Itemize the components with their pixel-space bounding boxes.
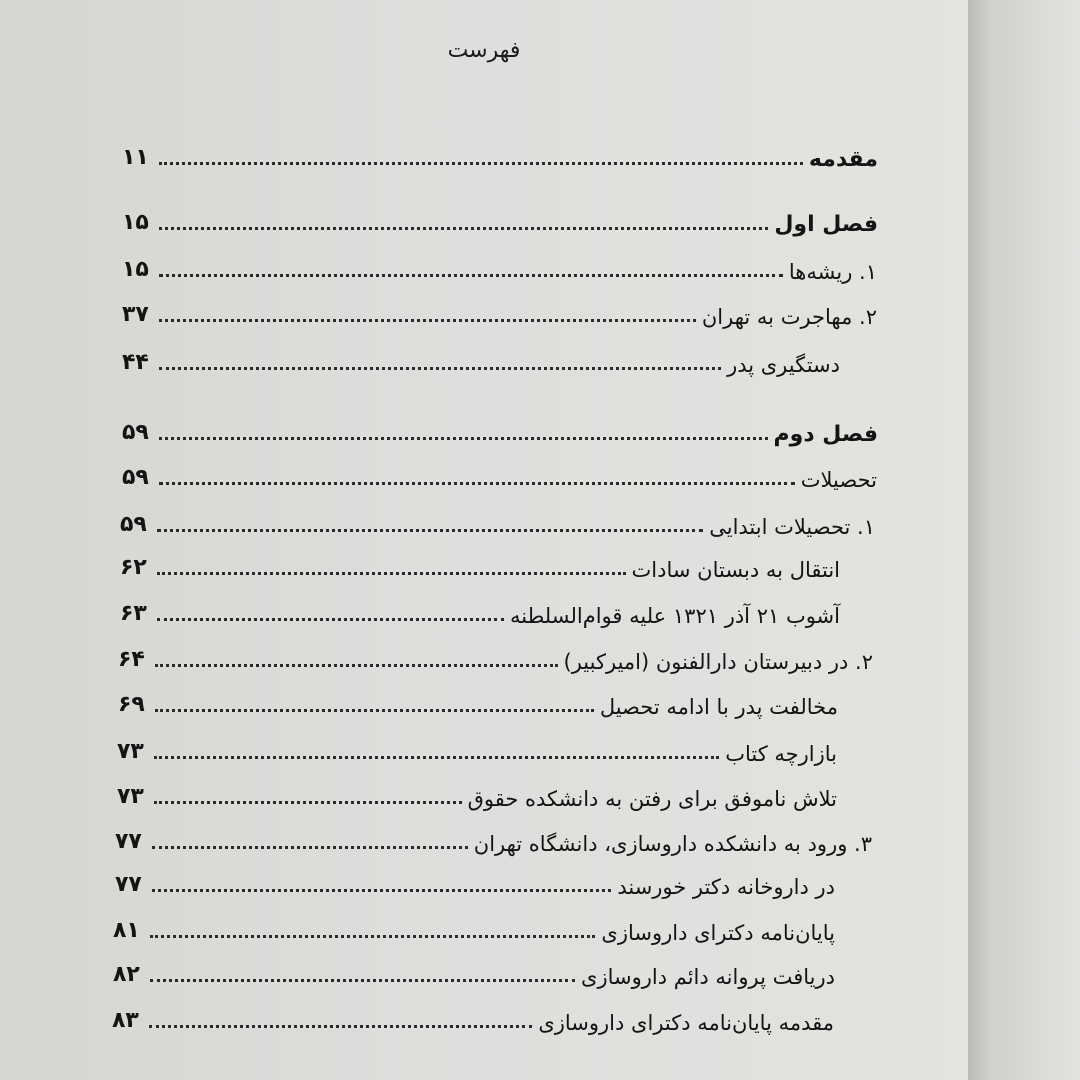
toc-page-number: ۶۹ bbox=[118, 692, 145, 717]
toc-entry bbox=[113, 906, 835, 946]
toc-entry bbox=[122, 453, 877, 493]
toc-leader-dots bbox=[152, 846, 468, 849]
toc-leader-dots bbox=[159, 227, 768, 230]
toc-page-number: ۵۹ bbox=[122, 420, 149, 445]
toc-entry bbox=[115, 817, 872, 857]
toc-page-number: ۴۴ bbox=[122, 350, 149, 375]
toc-entry-chapter-2 bbox=[122, 408, 878, 448]
toc-label: ۱. ریشه‌ها bbox=[788, 260, 877, 284]
toc-page-number: ۶۳ bbox=[120, 601, 147, 626]
toc-entry bbox=[117, 772, 837, 812]
toc-entry bbox=[118, 680, 838, 720]
toc-label: تحصیلات bbox=[800, 468, 877, 492]
toc-label: مقدمه پایان‌نامه دکترای داروسازی bbox=[538, 1011, 834, 1035]
toc-entry-introduction bbox=[122, 133, 878, 173]
toc-label: فصل اول bbox=[774, 212, 878, 237]
toc-leader-dots bbox=[159, 319, 696, 322]
toc-entry bbox=[120, 500, 875, 540]
toc-label: ۱. تحصیلات ابتدایی bbox=[709, 515, 875, 539]
toc-page-number: ۸۱ bbox=[113, 918, 140, 943]
toc-label: مخالفت پدر با ادامه تحصیل bbox=[599, 695, 838, 719]
toc-entry bbox=[118, 635, 873, 675]
toc-page-number: ۷۷ bbox=[115, 829, 142, 854]
toc-label: دریافت پروانه دائم داروسازی bbox=[581, 965, 835, 989]
toc-entry bbox=[120, 543, 840, 583]
toc-page-number: ۵۹ bbox=[122, 465, 149, 490]
toc-page-number: ۶۴ bbox=[118, 647, 145, 672]
toc-entry bbox=[122, 338, 840, 378]
toc-leader-dots bbox=[149, 1025, 532, 1028]
toc-leader-dots bbox=[157, 529, 703, 532]
toc-leader-dots bbox=[159, 482, 795, 485]
toc-label: ۲. مهاجرت به تهران bbox=[701, 305, 877, 329]
toc-leader-dots bbox=[157, 572, 626, 575]
toc-page-number: ۷۷ bbox=[115, 872, 142, 897]
toc-label: دستگیری پدر bbox=[727, 353, 840, 377]
toc-leader-dots bbox=[159, 274, 783, 277]
toc-label: انتقال به دبستان سادات bbox=[631, 558, 840, 582]
toc-label: پایان‌نامه دکترای داروسازی bbox=[601, 921, 835, 945]
toc-label: ۲. در دبیرستان دارالفنون (امیرکبیر) bbox=[563, 650, 873, 674]
toc-leader-dots bbox=[155, 664, 558, 667]
toc-label: ۳. ورود به دانشکده داروسازی، دانشگاه تهران bbox=[473, 832, 872, 856]
toc-leader-dots bbox=[150, 979, 575, 982]
toc-leader-dots bbox=[159, 437, 768, 440]
toc-entry bbox=[122, 245, 877, 285]
toc-entry bbox=[122, 290, 877, 330]
toc-label: آشوب ۲۱ آذر ۱۳۲۱ علیه قوام‌السلطنه bbox=[509, 604, 840, 628]
toc-page-number: ۸۲ bbox=[113, 962, 140, 987]
toc-page-number: ۷۳ bbox=[117, 784, 144, 809]
toc-leader-dots bbox=[159, 367, 721, 370]
toc-entry bbox=[120, 589, 840, 629]
toc-page-number: ۵۹ bbox=[120, 512, 147, 537]
toc-leader-dots bbox=[155, 709, 594, 712]
toc-page-number: ۱۱ bbox=[122, 145, 149, 170]
toc-entry bbox=[117, 727, 837, 767]
toc-leader-dots bbox=[154, 801, 462, 804]
adjacent-page-edge bbox=[968, 0, 1080, 1080]
toc-page-number: ۱۵ bbox=[122, 257, 149, 282]
toc-label: تلاش ناموفق برای رفتن به دانشکده حقوق bbox=[467, 787, 837, 811]
toc-leader-dots bbox=[154, 756, 719, 759]
toc-label: بازارچه کتاب bbox=[725, 742, 837, 766]
toc-label: مقدمه bbox=[808, 147, 878, 172]
toc-page-number: ۶۲ bbox=[120, 555, 147, 580]
toc-entry bbox=[115, 860, 835, 900]
toc-entry-chapter-1 bbox=[122, 198, 878, 238]
toc-entry bbox=[112, 996, 834, 1036]
toc-label: فصل دوم bbox=[773, 422, 878, 447]
toc-page-number: ۸۳ bbox=[112, 1008, 139, 1033]
toc-entry bbox=[113, 950, 835, 990]
toc-label: در داروخانه دکتر خورسند bbox=[617, 875, 835, 899]
toc-leader-dots bbox=[150, 935, 596, 938]
toc-page-number: ۱۵ bbox=[122, 210, 149, 235]
toc-page-number: ۷۳ bbox=[117, 739, 144, 764]
toc-leader-dots bbox=[157, 618, 504, 621]
toc-leader-dots bbox=[159, 162, 803, 165]
toc-page-number: ۳۷ bbox=[122, 302, 149, 327]
page-title: فهرست bbox=[447, 38, 521, 63]
toc-leader-dots bbox=[152, 889, 611, 892]
